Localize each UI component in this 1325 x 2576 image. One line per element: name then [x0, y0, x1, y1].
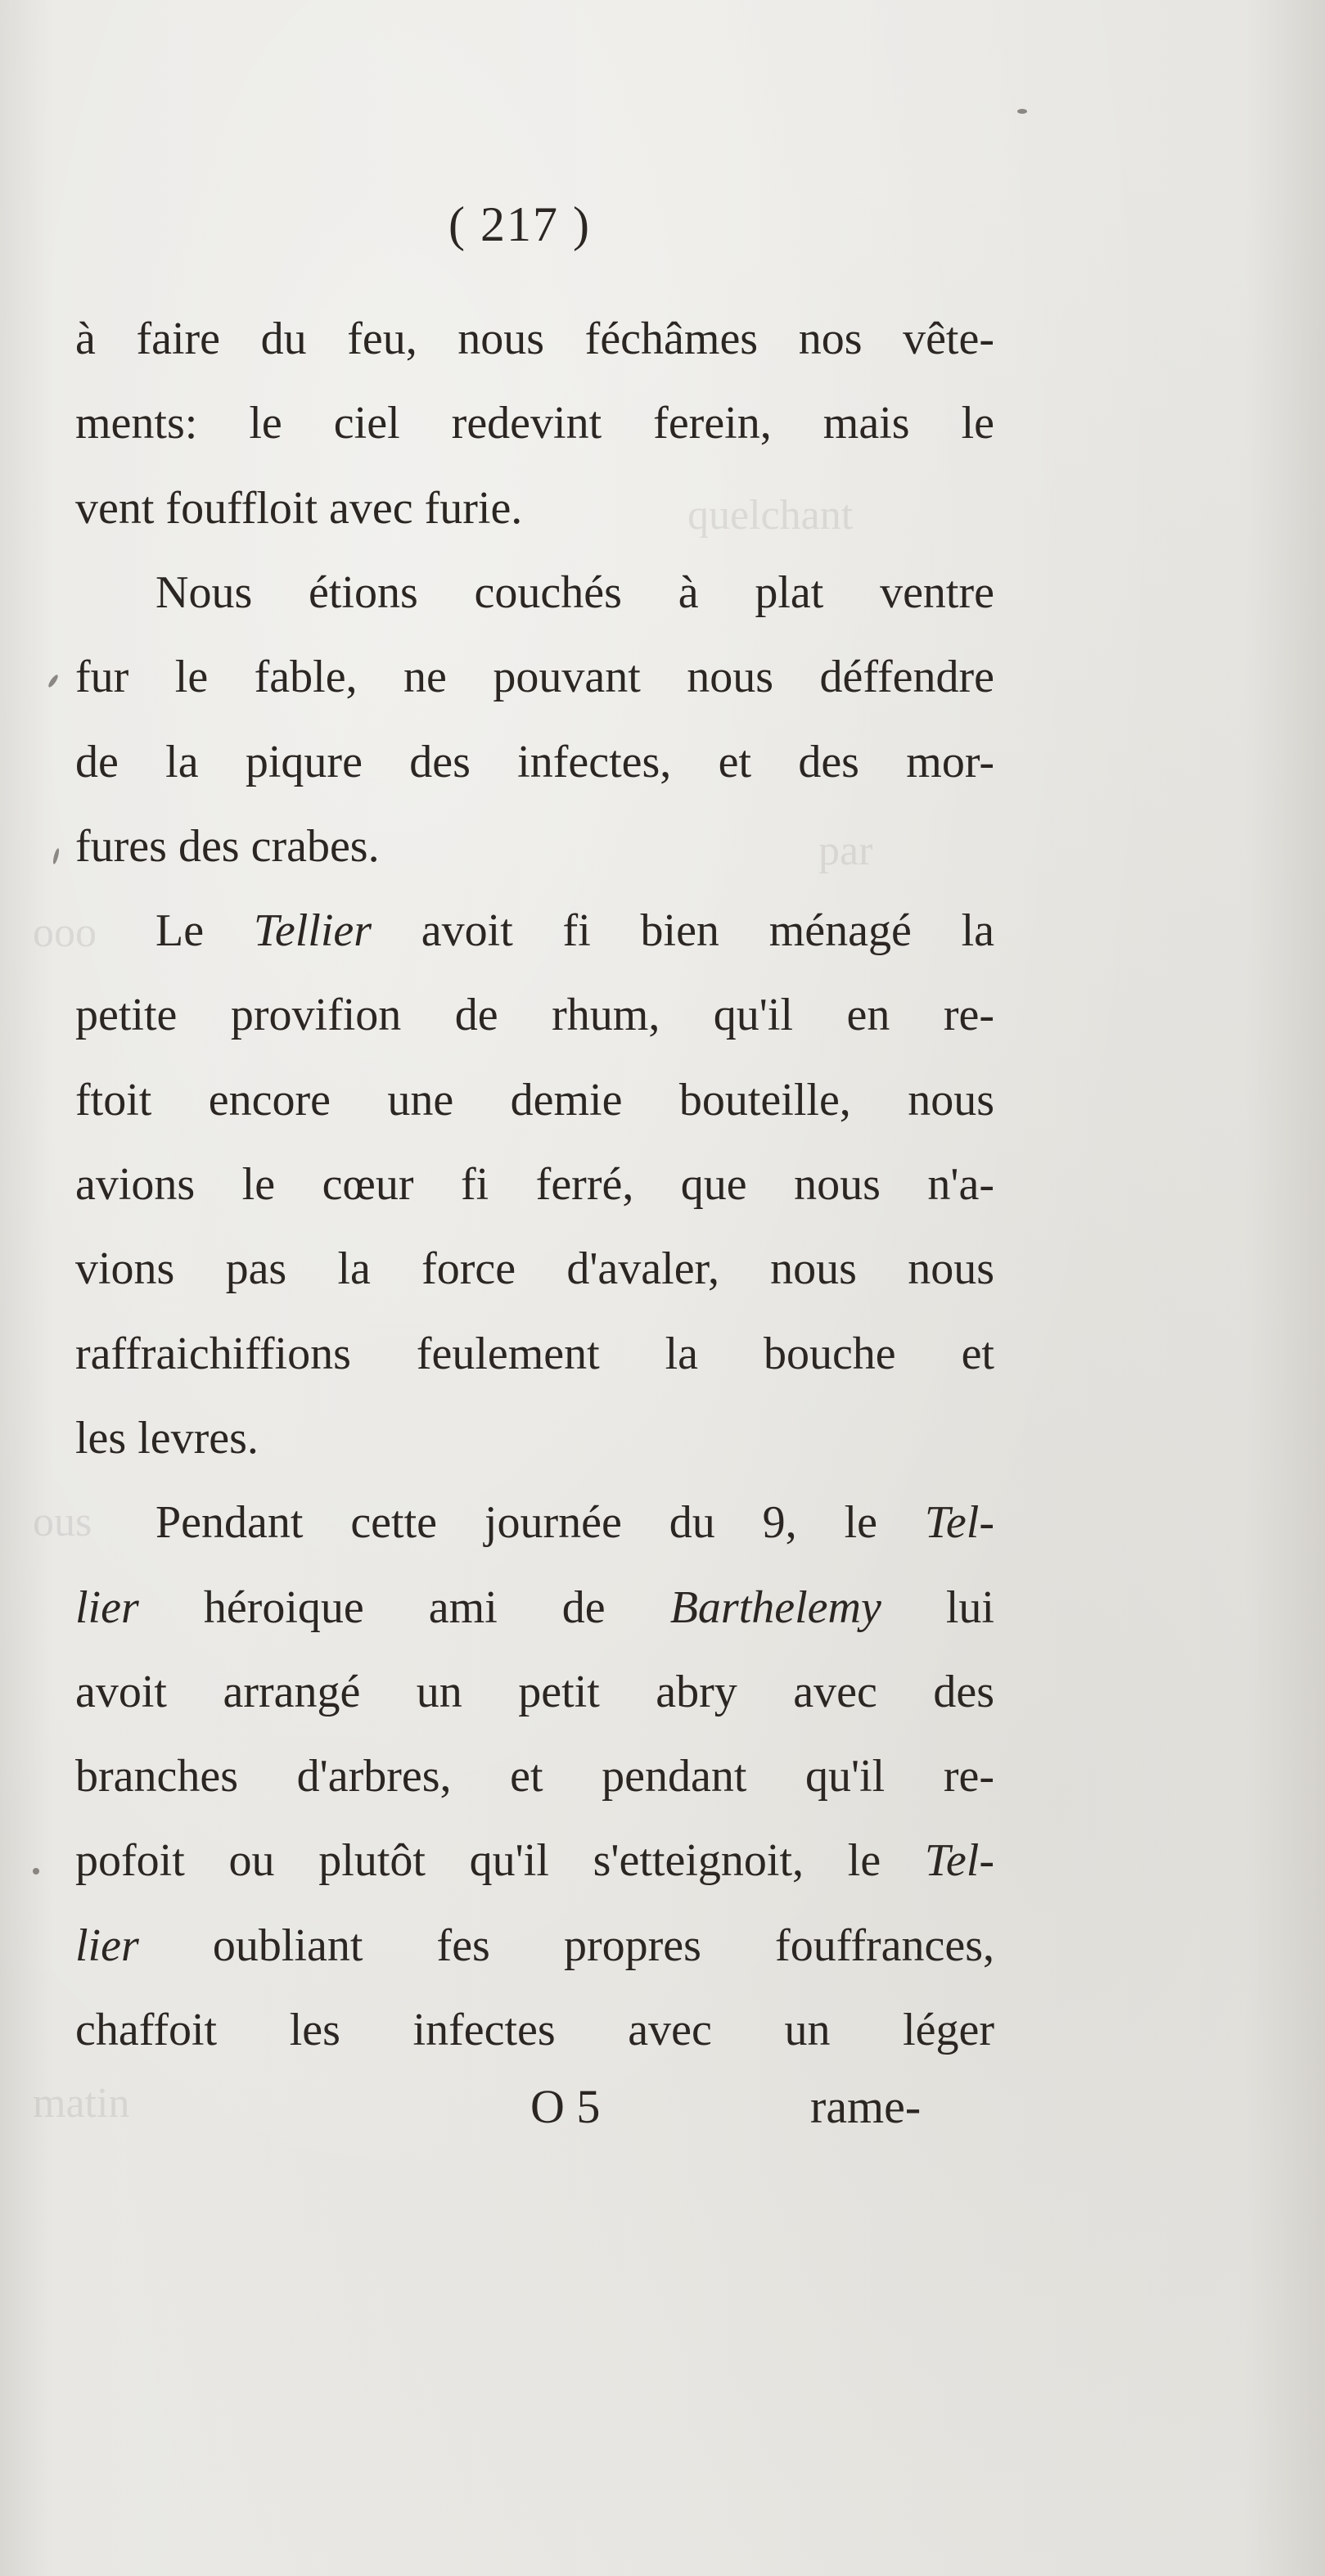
text-line: petite provifion de rhum, qu'il en re- [75, 990, 994, 1041]
text-line: ments: le ciel redevint ferein, mais le [75, 398, 994, 449]
text-line: de la piqure des infectes, et des mor- [75, 736, 994, 787]
bleed-through: matin [33, 2080, 130, 2127]
text-line: avions le cœur fi ferré, que nous n'a- [75, 1159, 994, 1210]
italic-name: Tel- [924, 1835, 994, 1887]
text-line: avoit arrangé un petit abry avec des [75, 1666, 994, 1717]
text-span: pofoit ou plutôt qu'il s'etteignoit, le [75, 1835, 925, 1887]
page-footer [0, 2079, 1325, 2153]
text-line [75, 1903, 994, 1988]
ink-speck [47, 674, 59, 688]
catchword: rame- [810, 2080, 922, 2133]
page-number: ( 217 ) [448, 197, 591, 251]
text-line: à faire du feu, nous féchâmes nos vête- [75, 314, 994, 364]
text-span: oubliant fes propres fouffrances, [138, 1920, 994, 1971]
text-line [75, 1565, 994, 1650]
text-line: fures des crabes. [75, 820, 380, 872]
text-line: raffraichiffions feulement la bouche et [75, 1328, 994, 1379]
bleed-through: ooo [33, 909, 97, 956]
text-line: les levres. [75, 1412, 259, 1464]
bleed-through: quelchant [687, 492, 854, 539]
text-line: branches d'arbres, et pendant qu'il re- [75, 1751, 994, 1802]
bleed-through: ous [33, 1499, 92, 1545]
italic-name: Tellier [253, 905, 372, 957]
text-line: vions pas la force d'avaler, nous nous [75, 1243, 994, 1295]
signature-mark: O 5 [530, 2080, 601, 2133]
text-line [75, 888, 994, 973]
text-span: héroique ami de [138, 1581, 670, 1633]
text-span: Le [155, 905, 254, 957]
text-line: chaffoit les infectes avec un léger [75, 2005, 994, 2055]
text-span: Pendant cette journée du 9, le [155, 1497, 925, 1549]
text-line [75, 1480, 994, 1565]
text-line: fur le fable, ne pouvant nous déffendre [75, 652, 994, 703]
text-line: ftoit encore une demie bouteille, nous [75, 1074, 994, 1126]
italic-name: Barthelemy [669, 1581, 881, 1633]
text-line: vent fouffloit avec furie. [75, 482, 523, 534]
text-line [75, 1818, 994, 1903]
italic-name: Tel- [924, 1497, 994, 1549]
bleed-through: par [818, 828, 873, 874]
ink-speck [52, 848, 60, 865]
ink-speck [33, 1868, 39, 1874]
text-span: lui [881, 1581, 994, 1633]
italic-name: lier [75, 1581, 139, 1633]
text-span: avoit fi bien ménagé la [372, 905, 995, 957]
text-line: Nous étions couchés à plat ventre [155, 566, 994, 618]
ink-speck [1017, 109, 1027, 114]
italic-name: lier [75, 1920, 139, 1971]
